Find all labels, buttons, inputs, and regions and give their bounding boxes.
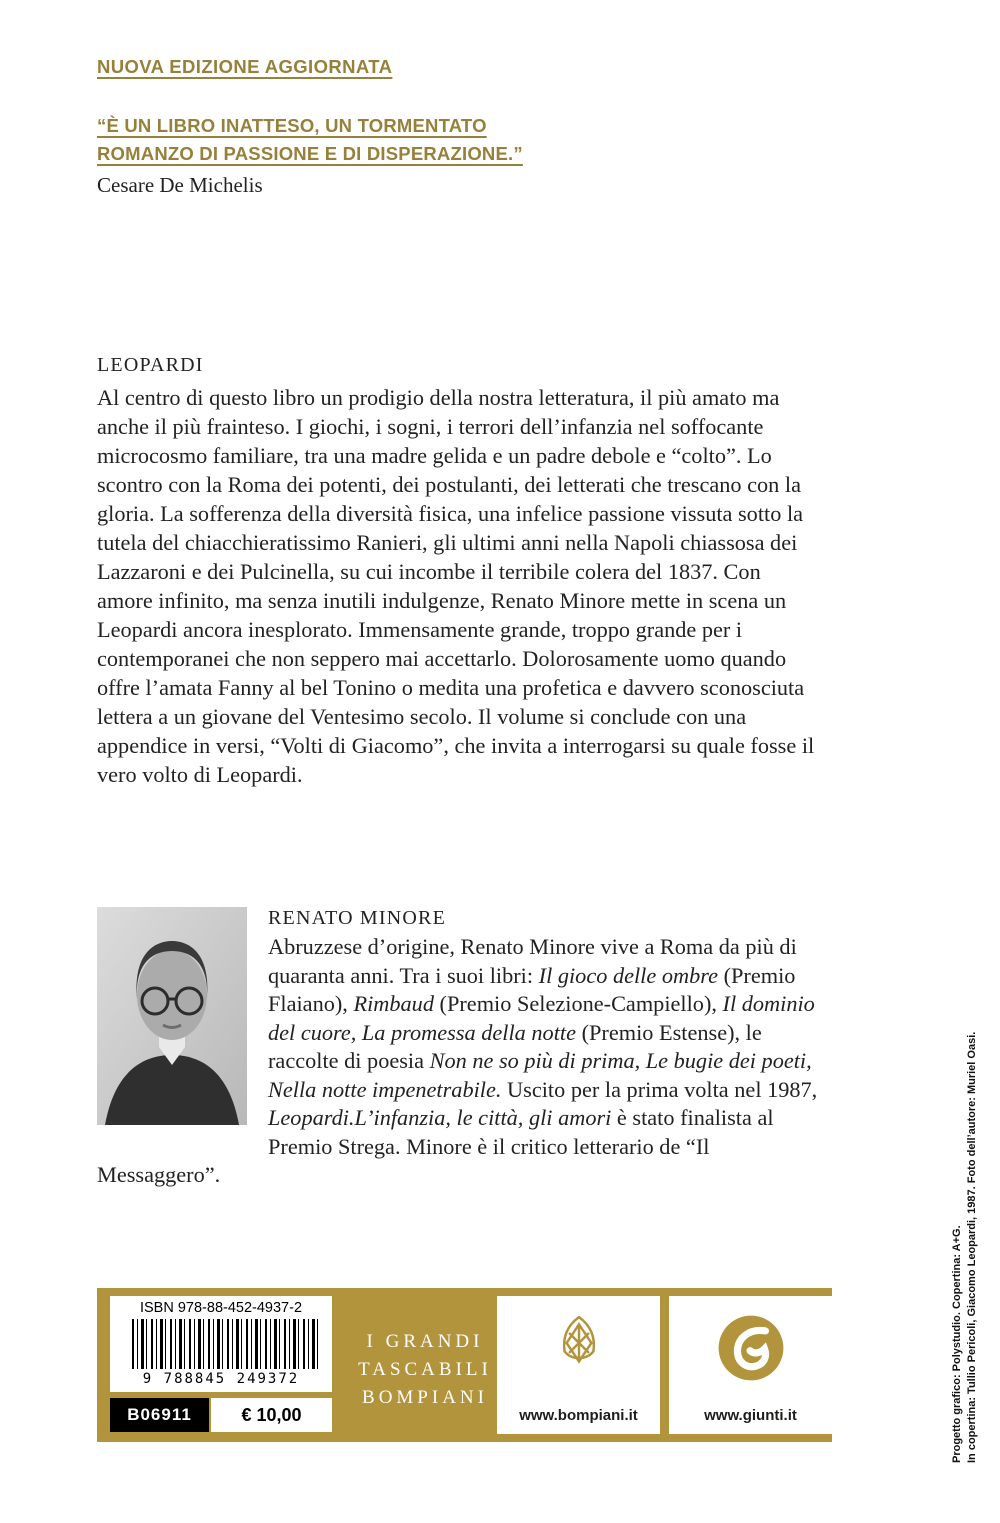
giunti-logo-icon <box>715 1312 787 1389</box>
review-quote <box>97 112 523 168</box>
code-badge: B06911 <box>110 1398 209 1432</box>
edition-heading: NUOVA EDIZIONE AGGIORNATA <box>97 56 393 77</box>
author-photo <box>97 907 247 1125</box>
synopsis <box>97 351 815 789</box>
barcode-digits: 9 788845 249372 <box>142 1371 300 1387</box>
synopsis-title: LEOPARDI <box>97 354 204 376</box>
credits-vertical <box>950 903 980 1463</box>
giunti-box <box>669 1296 832 1434</box>
bompiani-flower-icon <box>546 1312 612 1383</box>
bompiani-box <box>497 1296 660 1434</box>
series-line-3: BOMPIANI <box>362 1387 488 1408</box>
quote-attribution: Cesare De Michelis <box>97 173 263 197</box>
bompiani-url: www.bompiani.it <box>519 1407 638 1424</box>
credits-line-1: In copertina: Tullio Pericoli, Giacomo Leopardi, 1987. Foto dell’autore: Muriel Oasi. <box>966 1031 978 1463</box>
price-badge: € 10,00 <box>211 1398 332 1432</box>
author-bio: Abruzzese d’origine, Renato Minore vive a Roma da più di quaranta anni. Tra i suoi libri: Il gioco delle ombre (Premio Flaiano), Rimbaud (Premio Selezione-Campiello), Il dominio del cuore, La promessa della notte (Premio Estense), le raccolte di poesia Non ne so più di prima, Le bugie dei poeti, Nella notte impenetrabile. Uscito per la prima volta nel 1987, Leopardi.L’infanzia, le città, gli amori è stato finalista al Premio Strega. Minore è il critico letterario de “Il Messaggero”. <box>97 934 818 1187</box>
quote-line-1: “È UN LIBRO INATTESO, UN TORMENTATO <box>97 115 487 136</box>
quote-line-2: ROMANZO DI PASSIONE E DI DISPERAZIONE.” <box>97 143 523 164</box>
author-section <box>97 903 819 1190</box>
author-name: RENATO MINORE <box>268 907 447 929</box>
isbn-label: ISBN 978-88-452-4937-2 <box>139 1300 303 1316</box>
synopsis-text: Al centro di questo libro un prodigio della nostra letteratura, il più amato ma anche il più frainteso. I giochi, i sogni, i terrori dell’infanzia nel soffocante microcosmo familiare, tra una madre gelida e un padre debole e “colto”. Lo scontro con la Roma dei potenti, dei postulanti, dei letterati che trescano con la gloria. La sofferenza della diversità fisica, una infelice passione vissuta sotto la tutela del chiacchieratissimo Ranieri, gli ultimi anni nella Napoli chiassosa dei Lazzaroni e dei Pulcinella, su cui incombe il terribile colera del 1837. Con amore infinito, ma senza inutili indulgenze, Renato Minore mette in scena un Leopardi ancora inesplorato. Immensamente grande, troppo grande per i contemporanei che non seppero mai accettarlo. Dolorosamente uomo quando offre l’amata Fanny al bel Tonino o medita una profetica e davvero sconosciuta lettera a un giovane del Ventesimo secolo. Il volume si conclude con una appendice in versi, “Volti di Giacomo”, che invita a interrogarsi su quale fosse il vero volto di Leopardi. <box>97 385 815 787</box>
isbn-box <box>110 1296 332 1392</box>
barcode-icon <box>132 1319 318 1369</box>
series-title <box>340 1328 510 1412</box>
giunti-url: www.giunti.it <box>704 1407 797 1424</box>
footer-band <box>97 1288 832 1442</box>
series-line-2: TASCABILI <box>358 1359 492 1380</box>
series-line-1: I GRANDI <box>366 1331 484 1352</box>
credits-line-2: Progetto grafico: Polystudio. Copertina: A+G. <box>951 1225 963 1463</box>
